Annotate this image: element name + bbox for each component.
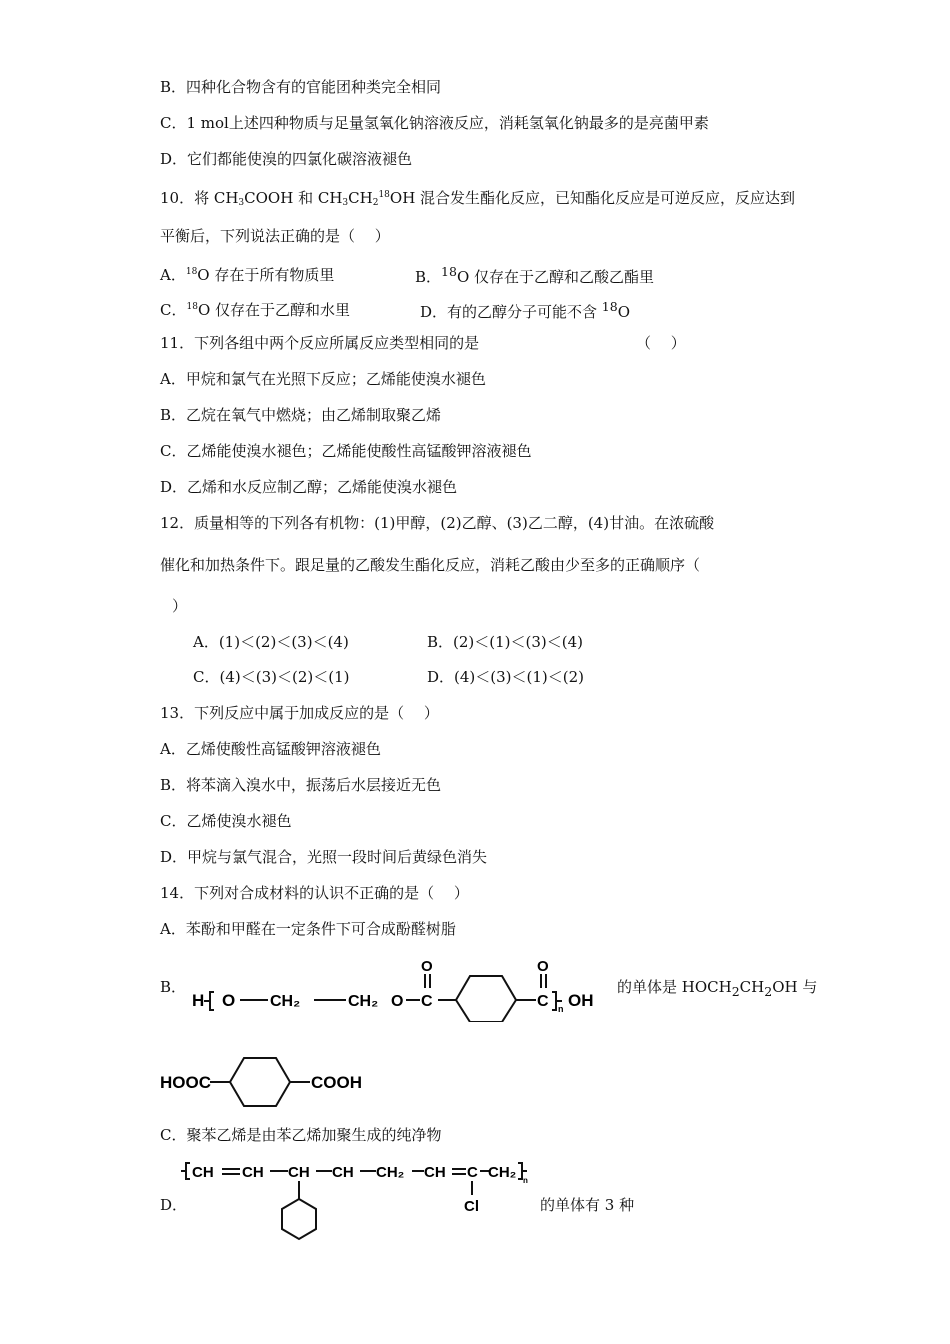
sup-18: 18 — [441, 264, 457, 279]
q10-text-a: 10．将 CH — [160, 189, 239, 207]
q12-option-b: B．(2)＜(1)＜(3)＜(4) — [427, 633, 584, 651]
b-H: H — [192, 991, 205, 1010]
q13-option-a: A．乙烯使酸性高锰酸钾溶液褪色 — [160, 740, 381, 758]
b-C1: C — [421, 993, 433, 1010]
benzene-ring — [456, 976, 516, 1022]
question-13: 13．下列反应中属于加成反应的是（ ） — [160, 704, 439, 722]
q14-option-b-label: B． — [160, 978, 187, 996]
question-10-line2: 平衡后，下列说法正确的是（ ） — [160, 227, 390, 245]
q11-option-a: A．甲烷和氯气在光照下反应；乙烯能使溴水褪色 — [160, 370, 486, 388]
d-CH2a: CH₂ — [376, 1164, 405, 1181]
b-Otop1: O — [421, 958, 433, 975]
open-bracket — [204, 992, 214, 1010]
b-Otop2: O — [537, 958, 549, 975]
hooc: HOOC — [160, 1073, 211, 1092]
cooh: COOH — [311, 1073, 362, 1092]
copolymer-structure — [180, 1155, 530, 1255]
q10-option-b — [415, 262, 654, 287]
q10-a-label: A． — [160, 266, 186, 284]
d-CH2: CH — [242, 1164, 264, 1181]
q13-option-d: D．甲烷与氯气混合，光照一段时间后黄绿色消失 — [160, 848, 488, 866]
q10-text-d: OH 混合发生酯化反应，已知酯化反应是可逆反应，反应达到 — [389, 189, 796, 207]
question-12-line2: 催化和加热条件下。跟足量的乙酸发生酯化反应，消耗乙酸由少至多的正确顺序（ — [160, 556, 701, 574]
question-14: 14．下列对合成材料的认识不正确的是（ ） — [160, 884, 469, 902]
d-CH2b: CH₂ — [488, 1164, 517, 1181]
q14-b-text2: CH — [739, 978, 765, 996]
q14-option-d-label: D． — [160, 1196, 188, 1214]
question-11: 11．下列各组中两个反应所属反应类型相同的是 — [160, 334, 480, 352]
q10-d-text: D．有的乙醇分子可能不含 — [420, 303, 602, 321]
d-CH3: CH — [288, 1164, 310, 1181]
q14-b-text1: 的单体是 HOCH — [617, 978, 732, 996]
d-CH1: CH — [192, 1164, 214, 1181]
sub-2: 2 — [731, 984, 740, 999]
d-CH4: CH — [332, 1164, 354, 1181]
question-10 — [160, 185, 795, 213]
q10-b-label: B． — [415, 268, 442, 286]
q14-option-b-text — [617, 977, 817, 1002]
question-12-line1: 12．质量相等的下列各有机物：(1)甲醇，(2)乙醇、(3)乙二醇，(4)甘油。在浓硫酸 — [160, 514, 715, 532]
d-C: C — [467, 1164, 478, 1181]
q11-option-d: D．乙烯和水反应制乙醇；乙烯能使溴水褪色 — [160, 478, 458, 496]
q10-c-label: C． — [160, 301, 187, 319]
q10-c-text: O 仅存在于乙醇和水里 — [197, 301, 351, 319]
q10-option-d — [420, 297, 630, 322]
sup-18: 18 — [378, 190, 390, 200]
question-12-line3: ） — [172, 597, 188, 615]
line-d-bromine: D．它们都能使溴的四氯化碳溶液褪色 — [160, 150, 413, 168]
q10-b-text: O 仅存在于乙醇和乙酸乙酯里 — [456, 268, 655, 286]
b-CH2a: CH₂ — [270, 993, 301, 1010]
sub-2: 2 — [764, 984, 773, 999]
sub-2: 2 — [372, 198, 379, 208]
b-OH: OH — [568, 991, 594, 1010]
question-11-paren: （ ） — [636, 334, 686, 352]
q11-option-b: B．乙烷在氧气中燃烧；由乙烯制取聚乙烯 — [160, 406, 442, 424]
d-n: n — [523, 1176, 528, 1185]
q10-a-text: O 存在于所有物质里 — [197, 266, 335, 284]
sup-18: 18 — [186, 302, 198, 312]
sup-18: 18 — [601, 299, 618, 314]
line-b-functional-groups: B．四种化合物含有的官能团种类完全相同 — [160, 78, 442, 96]
terephthalic-acid-structure — [158, 1050, 378, 1110]
q13-option-c: C．乙烯使溴水褪色 — [160, 812, 292, 830]
d-CH5: CH — [424, 1164, 446, 1181]
benzene-ring — [282, 1199, 316, 1239]
b-n: n — [558, 1004, 564, 1014]
line-c-naoh: C．1 mol上述四种物质与足量氢氧化钠溶液反应，消耗氢氧化钠最多的是亮菌甲素 — [160, 114, 709, 132]
q11-option-c: C．乙烯能使溴水褪色；乙烯能使酸性高锰酸钾溶液褪色 — [160, 442, 532, 460]
q10-text-c: CH — [348, 189, 373, 207]
q10-text-b: COOH 和 CH — [244, 189, 343, 207]
q14-option-a: A．苯酚和甲醛在一定条件下可合成酚醛树脂 — [160, 920, 456, 938]
q12-option-a: A．(1)＜(2)＜(3)＜(4) — [193, 633, 349, 651]
q10-option-a — [160, 262, 334, 285]
q14-b-text3: OH 与 — [772, 978, 818, 996]
q10-option-c — [160, 297, 350, 320]
b-O1: O — [222, 991, 236, 1010]
q10-d-o: O — [617, 303, 631, 321]
q13-option-b: B．将苯滴入溴水中，振荡后水层接近无色 — [160, 776, 442, 794]
q14-option-c: C．聚苯乙烯是由苯乙烯加聚生成的纯净物 — [160, 1126, 442, 1144]
polyester-structure — [188, 956, 608, 1022]
benzene-ring — [230, 1058, 290, 1106]
b-C2: C — [537, 993, 549, 1010]
sub-3: 3 — [342, 198, 349, 208]
sup-18: 18 — [185, 267, 198, 277]
d-Cl: Cl — [464, 1198, 479, 1215]
sub-3: 3 — [238, 198, 245, 208]
open-bracket — [181, 1163, 190, 1179]
b-O2: O — [391, 993, 404, 1010]
q14-option-d-text: 的单体有 3 种 — [540, 1196, 635, 1214]
b-CH2b: CH₂ — [348, 993, 379, 1010]
q12-option-c: C．(4)＜(3)＜(2)＜(1) — [193, 668, 350, 686]
q12-option-d: D．(4)＜(3)＜(1)＜(2) — [427, 668, 585, 686]
